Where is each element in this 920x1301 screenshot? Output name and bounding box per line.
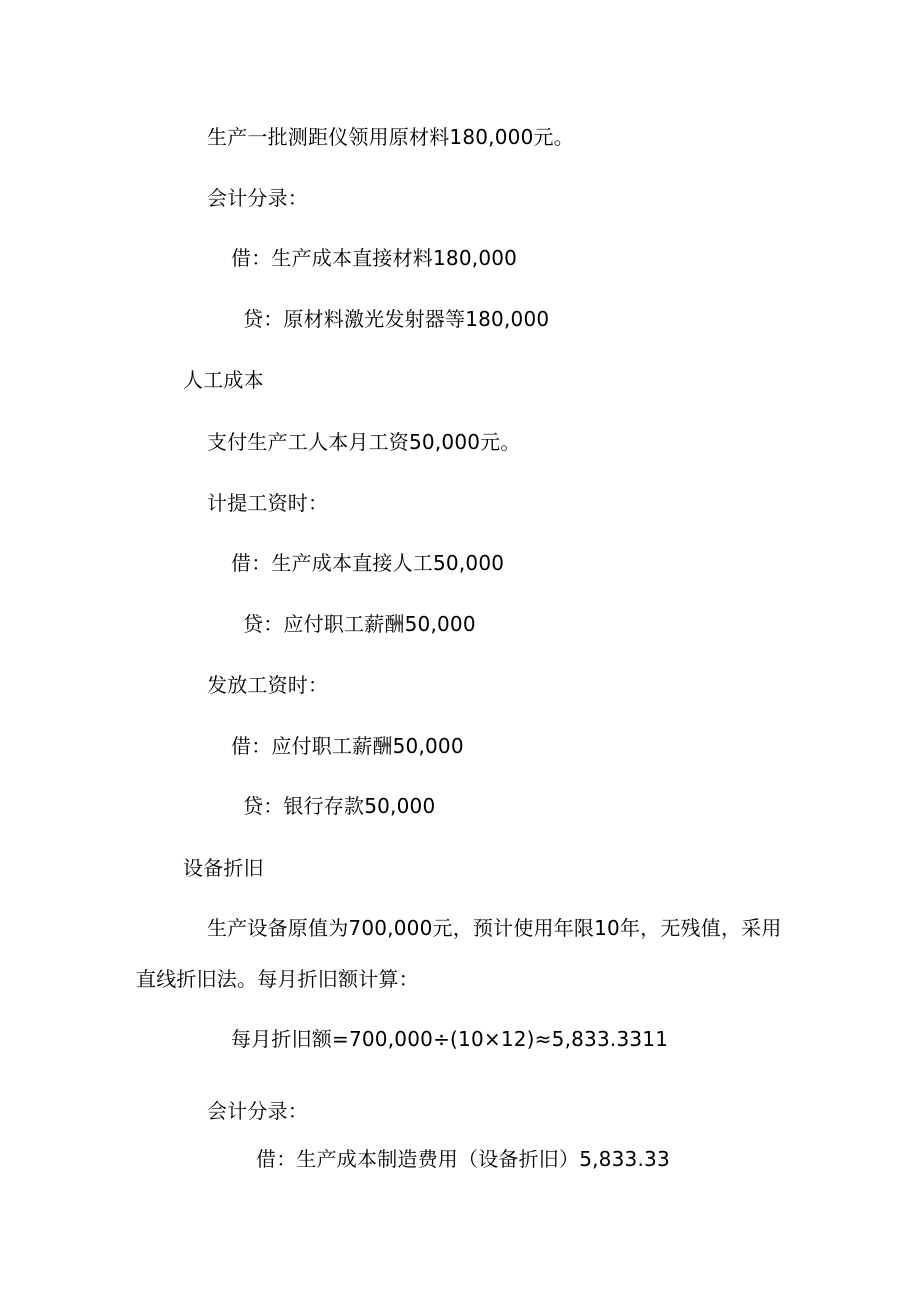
section-heading-labor-cost: 人工成本 [183,368,264,392]
journal-entry-heading: 会计分录： [207,186,308,210]
journal-entry-heading-2: 会计分录： [207,1099,308,1123]
wage-disbursement-heading: 发放工资时： [207,673,329,697]
debit-manufacturing-overhead: 借：生产成本制造费用（设备折旧）5,833.33 [256,1147,670,1171]
material-usage-text: 生产一批测距仪领用原材料180,000元。 [207,125,574,149]
depreciation-formula: 每月折旧额=700,000÷(10×12)≈5,833.3311 [231,1027,669,1051]
depreciation-description-line-1: 生产设备原值为700,000元，预计使用年限10年，无残值，采用 [207,916,782,940]
wage-payment-text: 支付生产工人本月工资50,000元。 [207,430,521,454]
credit-raw-materials: 贷：原材料激光发射器等180,000 [243,307,550,331]
section-heading-depreciation: 设备折旧 [183,856,264,880]
depreciation-description-line-2: 直线折旧法。每月折旧额计算： [136,967,419,991]
wage-accrual-heading: 计提工资时： [207,491,329,515]
debit-payroll-payable: 借：应付职工薪酬50,000 [231,734,464,758]
credit-bank-deposit: 贷：银行存款50,000 [243,794,436,818]
debit-direct-materials: 借：生产成本直接材料180,000 [231,246,518,270]
credit-payroll-payable: 贷：应付职工薪酬50,000 [243,612,476,636]
debit-direct-labor: 借：生产成本直接人工50,000 [231,551,505,575]
